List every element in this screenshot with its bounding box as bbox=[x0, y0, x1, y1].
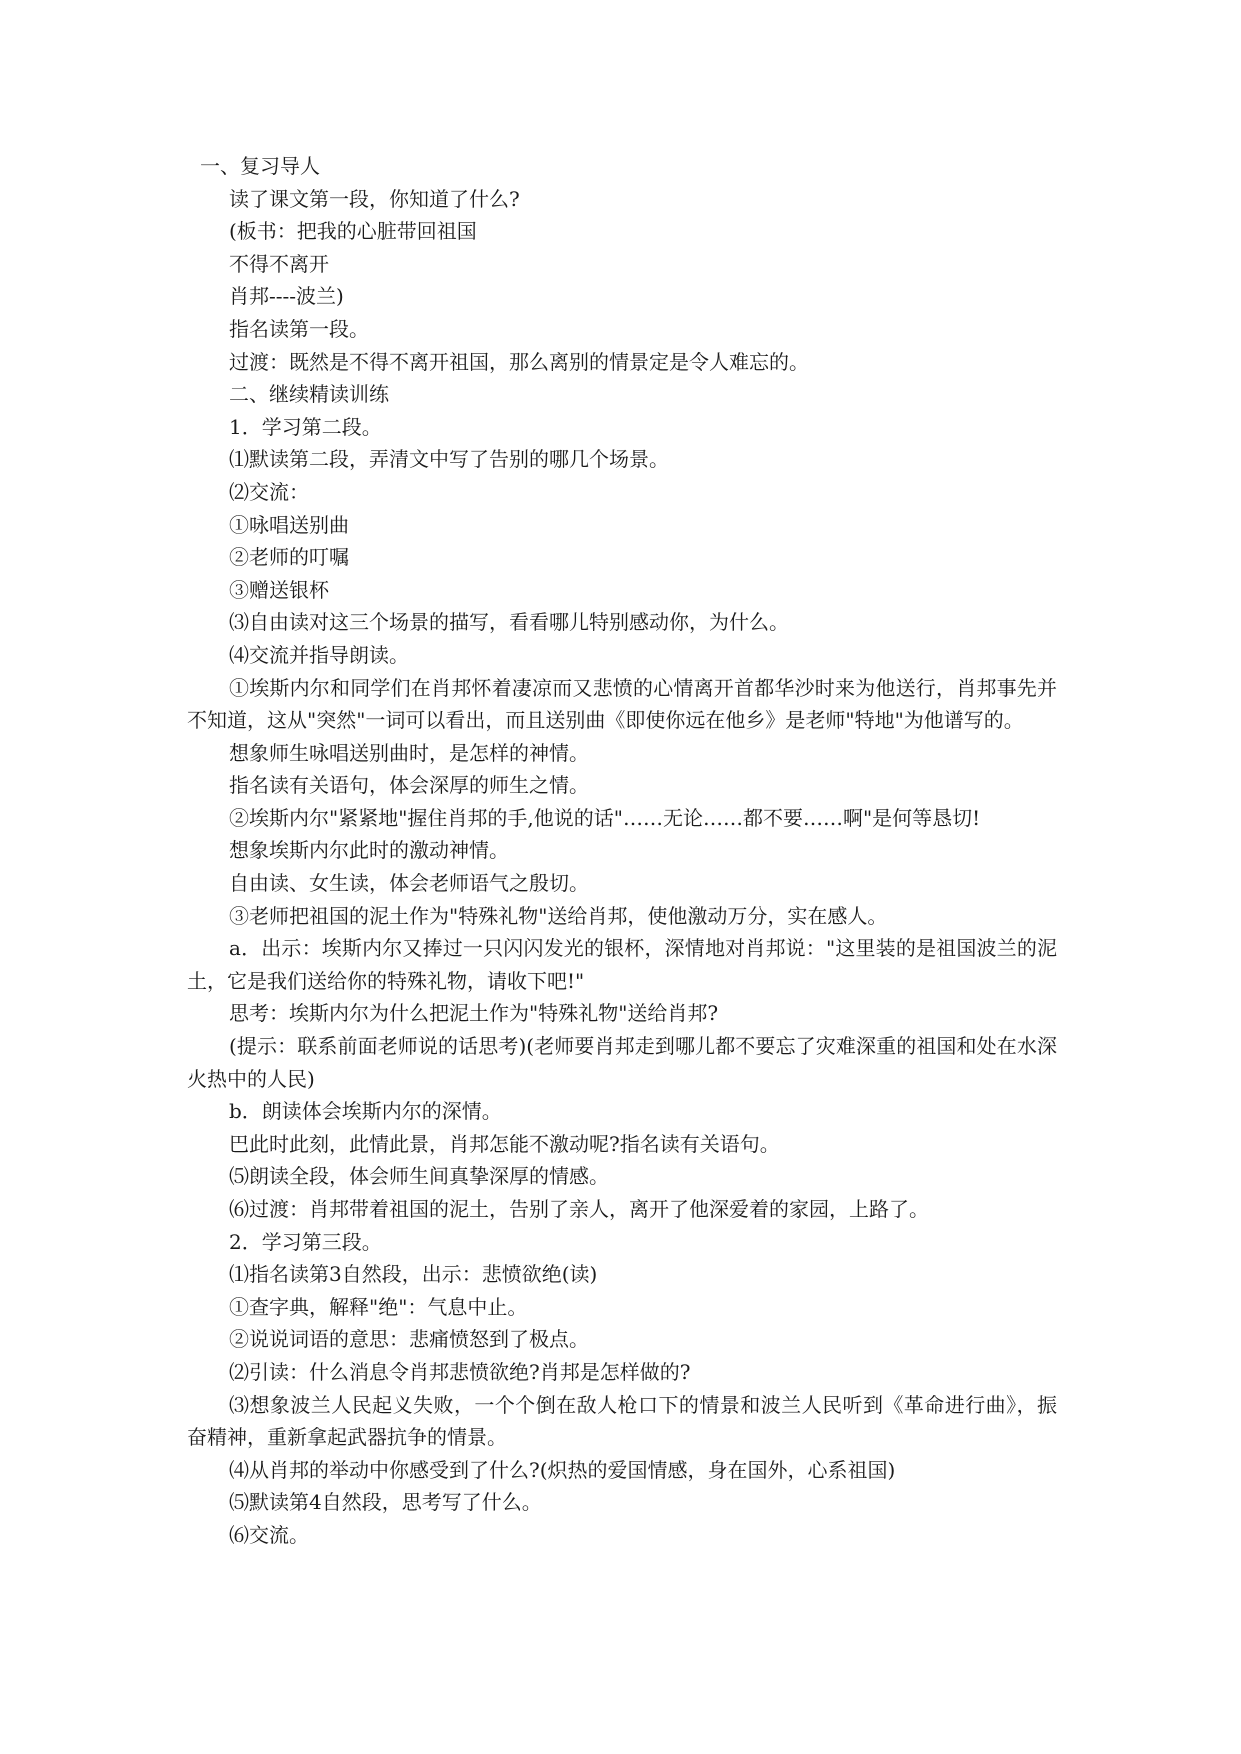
paragraph: 自由读、女生读，体会老师语气之殷切。 bbox=[229, 871, 589, 896]
paragraph: ②说说词语的意思：悲痛愤怒到了极点。 bbox=[229, 1327, 589, 1352]
paragraph: 思考：埃斯内尔为什么把泥土作为"特殊礼物"送给肖邦? bbox=[229, 1001, 719, 1026]
paragraph: ⑹交流。 bbox=[229, 1522, 309, 1547]
paragraph: 指名读有关语句，体会深厚的师生之情。 bbox=[229, 773, 589, 798]
paragraph: ⑶自由读对这三个场景的描写，看看哪儿特别感动你，为什么。 bbox=[229, 610, 789, 635]
section-heading-reading: 二、继续精读训练 bbox=[229, 382, 389, 407]
paragraph: 想象埃斯内尔此时的激动神情。 bbox=[229, 838, 509, 863]
paragraph: ⑷从肖邦的举动中你感受到了什么?(炽热的爱国情感，身在国外，心系祖国) bbox=[229, 1457, 896, 1482]
paragraph: ①查字典，解释"绝"：气息中止。 bbox=[229, 1294, 528, 1319]
paragraph: ③赠送银杯 bbox=[229, 577, 329, 602]
paragraph: 指名读第一段。 bbox=[229, 316, 369, 341]
paragraph: 读了课文第一段，你知道了什么? bbox=[229, 186, 520, 211]
paragraph: ⑸朗读全段，体会师生间真挚深厚的情感。 bbox=[229, 1164, 609, 1189]
paragraph: ①埃斯内尔和同学们在肖邦怀着凄凉而又悲愤的心情离开首都华沙时来为他送行，肖邦事先并不知道，这从"突然"一词可以看出，而且送别曲《即使你远在他乡》是老师"特地"为他谱写的。 bbox=[187, 675, 1057, 733]
paragraph: ⑸默读第4自然段，思考写了什么。 bbox=[229, 1490, 542, 1515]
paragraph: ②老师的叮嘱 bbox=[229, 545, 349, 570]
paragraph: a．出示：埃斯内尔又捧过一只闪闪发光的银杯，深情地对肖邦说："这里装的是祖国波兰的泥土，它是我们送给你的特殊礼物，请收下吧!" bbox=[187, 936, 1057, 993]
document-body bbox=[187, 150, 1057, 1552]
paragraph: 肖邦----波兰) bbox=[229, 284, 344, 309]
paragraph: 2．学习第三段。 bbox=[229, 1229, 382, 1254]
paragraph: (板书：把我的心脏带回祖国 bbox=[229, 219, 477, 244]
paragraph: 想象师生咏唱送别曲时，是怎样的神情。 bbox=[229, 740, 589, 765]
paragraph: (提示：联系前面老师说的话思考)(老师要肖邦走到哪儿都不要忘了灾难深重的祖国和处在水深火热中的人民) bbox=[187, 1034, 1057, 1091]
paragraph: b．朗读体会埃斯内尔的深情。 bbox=[229, 1099, 502, 1124]
paragraph: ①咏唱送别曲 bbox=[229, 512, 349, 537]
paragraph: 巴此时此刻，此情此景，肖邦怎能不激动呢?指名读有关语句。 bbox=[229, 1131, 780, 1156]
paragraph: ⑶想象波兰人民起义失败，一个个倒在敌人枪口下的情景和波兰人民听到《革命进行曲》，振奋精神，重新拿起武器抗争的情景。 bbox=[187, 1392, 1057, 1450]
paragraph: ⑴默读第二段，弄清文中写了告别的哪几个场景。 bbox=[229, 447, 669, 472]
paragraph: ⑵交流： bbox=[229, 479, 309, 504]
paragraph: ⑷交流并指导朗读。 bbox=[229, 642, 409, 667]
paragraph: ⑹过渡：肖邦带着祖国的泥土，告别了亲人，离开了他深爱着的家园，上路了。 bbox=[229, 1197, 929, 1221]
paragraph: 过渡：既然是不得不离开祖国，那么离别的情景定是令人难忘的。 bbox=[229, 349, 809, 374]
section-heading-review: 一、复习导人 bbox=[200, 154, 320, 178]
paragraph: ⑴指名读第3自然段，出示：悲愤欲绝(读) bbox=[229, 1262, 598, 1287]
paragraph: ②埃斯内尔"紧紧地"握住肖邦的手,他说的话"……无论……都不要……啊"是何等恳切! bbox=[229, 805, 981, 830]
paragraph: 1．学习第二段。 bbox=[229, 414, 382, 439]
paragraph: ③老师把祖国的泥土作为"特殊礼物"送给肖邦，使他激动万分，实在感人。 bbox=[229, 903, 888, 928]
paragraph: ⑵引读：什么消息令肖邦悲愤欲绝?肖邦是怎样做的? bbox=[229, 1359, 691, 1384]
paragraph: 不得不离开 bbox=[229, 251, 329, 276]
